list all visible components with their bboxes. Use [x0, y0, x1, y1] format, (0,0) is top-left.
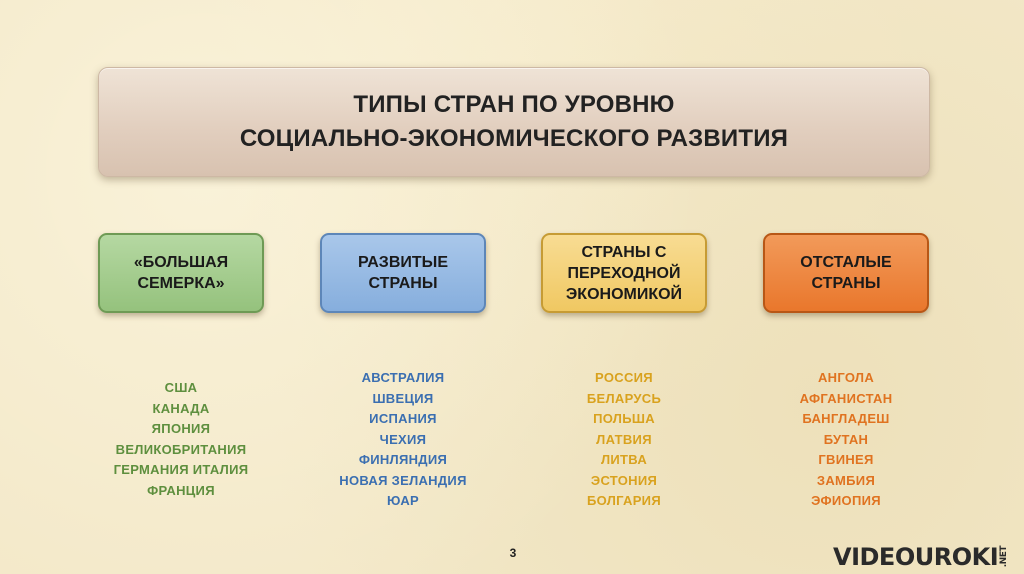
country-item: ЧЕХИЯ	[379, 431, 427, 447]
country-item: БЕЛАРУСЬ	[586, 390, 662, 406]
category-label-line: «БОЛЬШАЯ	[133, 254, 229, 271]
country-item: НОВАЯ ЗЕЛАНДИЯ	[339, 472, 467, 488]
country-item: ФИНЛЯНДИЯ	[358, 452, 448, 467]
country-item: ШВЕЦИЯ	[372, 390, 434, 406]
category-big-seven	[98, 233, 264, 313]
country-list-transition	[524, 368, 724, 512]
page-number: 3	[509, 546, 517, 560]
country-item: ЛАТВИЯ	[596, 431, 652, 447]
category-label-line: СТРАНЫ	[368, 275, 438, 292]
country-item: ЯПОНИЯ	[151, 421, 211, 436]
country-item: ГЕРМАНИЯ ИТАЛИЯ	[113, 462, 249, 477]
category-transition	[541, 233, 707, 313]
category-underdeveloped	[763, 233, 929, 313]
country-item: РОССИЯ	[595, 370, 653, 385]
title-line-2: СОЦИАЛЬНО-ЭКОНОМИЧЕСКОГО РАЗВИТИЯ	[239, 125, 789, 152]
country-list-big-seven	[81, 378, 281, 501]
country-item: АФГАНИСТАН	[799, 390, 893, 406]
category-label-line: ОТСТАЛЫЕ	[800, 254, 892, 271]
country-item: КАНАДА	[152, 400, 210, 416]
category-label-line: СЕМЕРКА»	[137, 275, 225, 292]
category-label-line: РАЗВИТЫЕ	[357, 254, 448, 271]
country-item: БОЛГАРИЯ	[587, 493, 661, 508]
country-item: БУТАН	[823, 431, 869, 447]
country-item: ЛИТВА	[600, 452, 648, 467]
category-developed	[320, 233, 486, 313]
country-item: ПОЛЬША	[593, 411, 655, 426]
videouroki-logo	[833, 542, 1009, 572]
country-list-underdeveloped	[746, 368, 946, 512]
country-item: АВСТРАЛИЯ	[361, 370, 445, 385]
country-item: ЗАМБИЯ	[816, 472, 876, 488]
category-label-line: СТРАНЫ С	[581, 243, 667, 261]
country-item: АНГОЛА	[817, 370, 875, 385]
country-item: ЭФИОПИЯ	[811, 493, 881, 508]
country-item: БАНГЛАДЕШ	[802, 411, 890, 426]
title-line-1: ТИПЫ СТРАН ПО УРОВНЮ	[353, 91, 675, 118]
country-item: ЮАР	[386, 493, 420, 508]
logo-text: VIDEOUROKI	[833, 543, 999, 571]
country-item: ФРАНЦИЯ	[147, 482, 215, 498]
logo-suffix: .NET	[999, 546, 1010, 568]
country-item: ИСПАНИЯ	[369, 411, 437, 426]
category-label-line: ПЕРЕХОДНОЙ	[567, 264, 681, 282]
country-item: ВЕЛИКОБРИТАНИЯ	[115, 441, 247, 457]
country-item: США	[164, 380, 198, 395]
title-box	[98, 67, 930, 177]
category-label-line: ЭКОНОМИКОЙ	[565, 285, 683, 303]
category-label-line: СТРАНЫ	[811, 275, 881, 292]
country-list-developed	[303, 368, 503, 512]
country-item: ГВИНЕЯ	[818, 452, 874, 467]
country-item: ЭСТОНИЯ	[590, 472, 658, 488]
